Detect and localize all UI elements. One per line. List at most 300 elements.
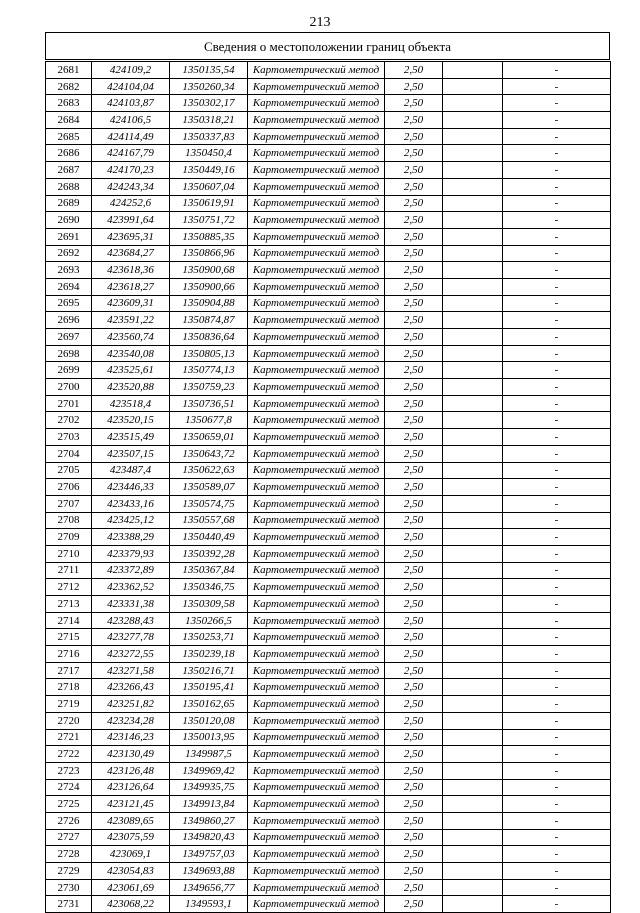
cell-accuracy: 2,50: [385, 329, 443, 346]
cell-point-number: 2708: [46, 512, 92, 529]
cell-note: -: [503, 662, 611, 679]
cell-point-number: 2692: [46, 245, 92, 262]
cell-accuracy: 2,50: [385, 245, 443, 262]
cell-x-coordinate: 423618,36: [92, 262, 170, 279]
cell-y-coordinate: 1350900,68: [170, 262, 248, 279]
table-row: [46, 112, 611, 129]
cell-accuracy: 2,50: [385, 579, 443, 596]
cell-accuracy: 2,50: [385, 162, 443, 179]
cell-y-coordinate: 1350392,28: [170, 545, 248, 562]
cell-y-coordinate: 1350318,21: [170, 112, 248, 129]
table-row: [46, 596, 611, 613]
table-row: [46, 762, 611, 779]
cell-y-coordinate: 1349969,42: [170, 762, 248, 779]
cell-y-coordinate: 1350900,66: [170, 278, 248, 295]
cell-accuracy: 2,50: [385, 145, 443, 162]
cell-accuracy: 2,50: [385, 812, 443, 829]
cell-point-number: 2707: [46, 495, 92, 512]
cell-y-coordinate: 1350885,35: [170, 228, 248, 245]
cell-method: Картометрический метод: [248, 779, 385, 796]
table-row: [46, 796, 611, 813]
cell-method: Картометрический метод: [248, 896, 385, 913]
table-row: [46, 145, 611, 162]
cell-method: Картометрический метод: [248, 128, 385, 145]
table-row: [46, 445, 611, 462]
table-row: [46, 278, 611, 295]
cell-extra: [443, 879, 503, 896]
table-row: [46, 612, 611, 629]
cell-note: -: [503, 612, 611, 629]
table-row: [46, 812, 611, 829]
table-body: [46, 62, 611, 913]
cell-accuracy: 2,50: [385, 696, 443, 713]
cell-x-coordinate: 423525,61: [92, 362, 170, 379]
cell-note: -: [503, 329, 611, 346]
cell-point-number: 2696: [46, 312, 92, 329]
cell-method: Картометрический метод: [248, 629, 385, 646]
cell-accuracy: 2,50: [385, 62, 443, 79]
cell-accuracy: 2,50: [385, 545, 443, 562]
cell-y-coordinate: 1350557,68: [170, 512, 248, 529]
table-row: [46, 462, 611, 479]
table-row: [46, 629, 611, 646]
cell-extra: [443, 429, 503, 446]
cell-point-number: 2726: [46, 812, 92, 829]
cell-extra: [443, 145, 503, 162]
cell-point-number: 2694: [46, 278, 92, 295]
cell-extra: [443, 162, 503, 179]
cell-x-coordinate: 423121,45: [92, 796, 170, 813]
cell-extra: [443, 312, 503, 329]
cell-method: Картометрический метод: [248, 195, 385, 212]
cell-note: -: [503, 312, 611, 329]
cell-accuracy: 2,50: [385, 896, 443, 913]
cell-x-coordinate: 424167,79: [92, 145, 170, 162]
table-row: [46, 62, 611, 79]
cell-point-number: 2706: [46, 479, 92, 496]
cell-note: -: [503, 379, 611, 396]
table-row: [46, 896, 611, 913]
cell-note: -: [503, 178, 611, 195]
table-row: [46, 779, 611, 796]
cell-accuracy: 2,50: [385, 846, 443, 863]
cell-method: Картометрический метод: [248, 362, 385, 379]
cell-point-number: 2719: [46, 696, 92, 713]
cell-x-coordinate: 423068,22: [92, 896, 170, 913]
cell-y-coordinate: 1349935,75: [170, 779, 248, 796]
cell-point-number: 2715: [46, 629, 92, 646]
table-row: [46, 679, 611, 696]
cell-x-coordinate: 423272,55: [92, 646, 170, 663]
cell-note: -: [503, 779, 611, 796]
cell-x-coordinate: 423061,69: [92, 879, 170, 896]
cell-y-coordinate: 1349693,88: [170, 863, 248, 880]
cell-method: Картометрический метод: [248, 312, 385, 329]
cell-x-coordinate: 424103,87: [92, 95, 170, 112]
cell-accuracy: 2,50: [385, 379, 443, 396]
cell-y-coordinate: 1350260,34: [170, 78, 248, 95]
cell-method: Картометрический метод: [248, 329, 385, 346]
cell-note: -: [503, 62, 611, 79]
cell-extra: [443, 495, 503, 512]
cell-point-number: 2712: [46, 579, 92, 596]
table-row: [46, 395, 611, 412]
cell-note: -: [503, 846, 611, 863]
cell-note: -: [503, 762, 611, 779]
table-row: [46, 312, 611, 329]
cell-y-coordinate: 1350589,07: [170, 479, 248, 496]
cell-method: Картометрический метод: [248, 245, 385, 262]
cell-extra: [443, 445, 503, 462]
cell-note: -: [503, 579, 611, 596]
cell-y-coordinate: 1350216,71: [170, 662, 248, 679]
cell-point-number: 2714: [46, 612, 92, 629]
cell-point-number: 2689: [46, 195, 92, 212]
cell-y-coordinate: 1350904,88: [170, 295, 248, 312]
cell-extra: [443, 228, 503, 245]
cell-method: Картометрический метод: [248, 596, 385, 613]
table-row: [46, 529, 611, 546]
cell-y-coordinate: 1350736,51: [170, 395, 248, 412]
cell-method: Картометрический метод: [248, 679, 385, 696]
cell-accuracy: 2,50: [385, 312, 443, 329]
cell-x-coordinate: 423266,43: [92, 679, 170, 696]
cell-point-number: 2720: [46, 712, 92, 729]
cell-x-coordinate: 423591,22: [92, 312, 170, 329]
cell-x-coordinate: 423331,38: [92, 596, 170, 613]
cell-method: Картометрический метод: [248, 212, 385, 229]
cell-extra: [443, 512, 503, 529]
cell-point-number: 2686: [46, 145, 92, 162]
cell-point-number: 2687: [46, 162, 92, 179]
cell-y-coordinate: 1350774,13: [170, 362, 248, 379]
cell-method: Картометрический метод: [248, 495, 385, 512]
cell-method: Картометрический метод: [248, 262, 385, 279]
cell-point-number: 2713: [46, 596, 92, 613]
cell-point-number: 2722: [46, 746, 92, 763]
cell-method: Картометрический метод: [248, 812, 385, 829]
cell-x-coordinate: 423609,31: [92, 295, 170, 312]
cell-x-coordinate: 423446,33: [92, 479, 170, 496]
table-row: [46, 729, 611, 746]
cell-accuracy: 2,50: [385, 512, 443, 529]
cell-y-coordinate: 1350751,72: [170, 212, 248, 229]
cell-method: Картометрический метод: [248, 429, 385, 446]
cell-method: Картометрический метод: [248, 879, 385, 896]
cell-method: Картометрический метод: [248, 445, 385, 462]
cell-y-coordinate: 1350619,91: [170, 195, 248, 212]
cell-accuracy: 2,50: [385, 746, 443, 763]
cell-method: Картометрический метод: [248, 762, 385, 779]
cell-accuracy: 2,50: [385, 128, 443, 145]
cell-extra: [443, 712, 503, 729]
cell-accuracy: 2,50: [385, 863, 443, 880]
cell-y-coordinate: 1350659,01: [170, 429, 248, 446]
cell-y-coordinate: 1350440,49: [170, 529, 248, 546]
cell-accuracy: 2,50: [385, 646, 443, 663]
cell-accuracy: 2,50: [385, 879, 443, 896]
cell-method: Картометрический метод: [248, 412, 385, 429]
cell-accuracy: 2,50: [385, 479, 443, 496]
cell-extra: [443, 796, 503, 813]
cell-accuracy: 2,50: [385, 395, 443, 412]
table-row: [46, 329, 611, 346]
cell-point-number: 2711: [46, 562, 92, 579]
cell-accuracy: 2,50: [385, 412, 443, 429]
cell-point-number: 2703: [46, 429, 92, 446]
cell-note: -: [503, 112, 611, 129]
cell-x-coordinate: 423146,23: [92, 729, 170, 746]
table-row: [46, 295, 611, 312]
table-row: [46, 162, 611, 179]
cell-accuracy: 2,50: [385, 195, 443, 212]
cell-method: Картометрический метод: [248, 562, 385, 579]
cell-extra: [443, 612, 503, 629]
cell-x-coordinate: 423388,29: [92, 529, 170, 546]
cell-note: -: [503, 812, 611, 829]
table-row: [46, 345, 611, 362]
cell-y-coordinate: 1350195,41: [170, 679, 248, 696]
cell-method: Картометрический метод: [248, 295, 385, 312]
cell-x-coordinate: 423991,64: [92, 212, 170, 229]
cell-extra: [443, 95, 503, 112]
cell-point-number: 2682: [46, 78, 92, 95]
table-row: [46, 178, 611, 195]
cell-accuracy: 2,50: [385, 445, 443, 462]
cell-y-coordinate: 1350253,71: [170, 629, 248, 646]
cell-x-coordinate: 424109,2: [92, 62, 170, 79]
cell-y-coordinate: 1350346,75: [170, 579, 248, 596]
cell-method: Картометрический метод: [248, 863, 385, 880]
cell-y-coordinate: 1349820,43: [170, 829, 248, 846]
cell-x-coordinate: 423075,59: [92, 829, 170, 846]
cell-method: Картометрический метод: [248, 662, 385, 679]
cell-note: -: [503, 863, 611, 880]
cell-accuracy: 2,50: [385, 429, 443, 446]
cell-accuracy: 2,50: [385, 112, 443, 129]
cell-y-coordinate: 1350135,54: [170, 62, 248, 79]
cell-extra: [443, 245, 503, 262]
cell-note: -: [503, 295, 611, 312]
cell-method: Картометрический метод: [248, 62, 385, 79]
cell-accuracy: 2,50: [385, 762, 443, 779]
cell-extra: [443, 829, 503, 846]
table-row: [46, 362, 611, 379]
cell-accuracy: 2,50: [385, 629, 443, 646]
cell-point-number: 2731: [46, 896, 92, 913]
cell-x-coordinate: 423618,27: [92, 278, 170, 295]
cell-method: Картометрический метод: [248, 646, 385, 663]
cell-extra: [443, 195, 503, 212]
cell-x-coordinate: 424252,6: [92, 195, 170, 212]
cell-method: Картометрический метод: [248, 846, 385, 863]
cell-x-coordinate: 424106,5: [92, 112, 170, 129]
cell-accuracy: 2,50: [385, 562, 443, 579]
cell-x-coordinate: 423507,15: [92, 445, 170, 462]
cell-point-number: 2702: [46, 412, 92, 429]
cell-point-number: 2699: [46, 362, 92, 379]
cell-y-coordinate: 1349757,03: [170, 846, 248, 863]
cell-y-coordinate: 1350805,13: [170, 345, 248, 362]
cell-accuracy: 2,50: [385, 178, 443, 195]
cell-extra: [443, 679, 503, 696]
cell-y-coordinate: 1350266,5: [170, 612, 248, 629]
cell-extra: [443, 812, 503, 829]
cell-extra: [443, 696, 503, 713]
cell-accuracy: 2,50: [385, 362, 443, 379]
table-row: [46, 646, 611, 663]
cell-x-coordinate: 423684,27: [92, 245, 170, 262]
cell-extra: [443, 112, 503, 129]
cell-accuracy: 2,50: [385, 78, 443, 95]
cell-point-number: 2717: [46, 662, 92, 679]
cell-y-coordinate: 1349913,84: [170, 796, 248, 813]
cell-note: -: [503, 128, 611, 145]
table-row: [46, 846, 611, 863]
cell-extra: [443, 762, 503, 779]
cell-accuracy: 2,50: [385, 662, 443, 679]
cell-note: -: [503, 445, 611, 462]
cell-extra: [443, 345, 503, 362]
cell-extra: [443, 295, 503, 312]
cell-point-number: 2724: [46, 779, 92, 796]
cell-method: Картометрический метод: [248, 345, 385, 362]
cell-y-coordinate: 1350239,18: [170, 646, 248, 663]
cell-accuracy: 2,50: [385, 729, 443, 746]
cell-point-number: 2730: [46, 879, 92, 896]
cell-x-coordinate: 423069,1: [92, 846, 170, 863]
cell-note: -: [503, 829, 611, 846]
cell-point-number: 2690: [46, 212, 92, 229]
cell-extra: [443, 729, 503, 746]
cell-note: -: [503, 145, 611, 162]
table-title: Сведения о местоположении границ объекта: [45, 32, 610, 60]
cell-y-coordinate: 1350162,65: [170, 696, 248, 713]
table-row: [46, 95, 611, 112]
cell-method: Картометрический метод: [248, 479, 385, 496]
cell-point-number: 2729: [46, 863, 92, 880]
cell-x-coordinate: 423288,43: [92, 612, 170, 629]
cell-note: -: [503, 646, 611, 663]
table-row: [46, 579, 611, 596]
cell-x-coordinate: 423540,08: [92, 345, 170, 362]
table-row: [46, 495, 611, 512]
cell-extra: [443, 178, 503, 195]
table-row: [46, 545, 611, 562]
cell-y-coordinate: 1350367,84: [170, 562, 248, 579]
cell-extra: [443, 62, 503, 79]
cell-x-coordinate: 423251,82: [92, 696, 170, 713]
table-row: [46, 78, 611, 95]
cell-method: Картометрический метод: [248, 112, 385, 129]
cell-x-coordinate: 424170,23: [92, 162, 170, 179]
cell-method: Картометрический метод: [248, 729, 385, 746]
table-row: [46, 262, 611, 279]
cell-y-coordinate: 1349987,5: [170, 746, 248, 763]
table-row: [46, 562, 611, 579]
cell-point-number: 2727: [46, 829, 92, 846]
cell-extra: [443, 846, 503, 863]
cell-y-coordinate: 1350120,08: [170, 712, 248, 729]
table-row: [46, 128, 611, 145]
cell-extra: [443, 596, 503, 613]
table-row: [46, 412, 611, 429]
cell-y-coordinate: 1350337,83: [170, 128, 248, 145]
coordinates-table: [45, 61, 611, 913]
cell-method: Картометрический метод: [248, 95, 385, 112]
cell-x-coordinate: 423277,78: [92, 629, 170, 646]
cell-extra: [443, 362, 503, 379]
cell-method: Картометрический метод: [248, 379, 385, 396]
cell-accuracy: 2,50: [385, 495, 443, 512]
cell-point-number: 2697: [46, 329, 92, 346]
cell-method: Картометрический метод: [248, 228, 385, 245]
cell-note: -: [503, 362, 611, 379]
table-row: [46, 746, 611, 763]
cell-point-number: 2695: [46, 295, 92, 312]
cell-note: -: [503, 529, 611, 546]
cell-x-coordinate: 423695,31: [92, 228, 170, 245]
cell-extra: [443, 262, 503, 279]
cell-point-number: 2728: [46, 846, 92, 863]
cell-note: -: [503, 596, 611, 613]
cell-method: Картометрический метод: [248, 512, 385, 529]
cell-accuracy: 2,50: [385, 596, 443, 613]
cell-x-coordinate: 423515,49: [92, 429, 170, 446]
cell-note: -: [503, 412, 611, 429]
cell-y-coordinate: 1349656,77: [170, 879, 248, 896]
cell-y-coordinate: 1350309,58: [170, 596, 248, 613]
cell-point-number: 2685: [46, 128, 92, 145]
cell-point-number: 2710: [46, 545, 92, 562]
cell-extra: [443, 462, 503, 479]
cell-note: -: [503, 278, 611, 295]
cell-y-coordinate: 1350450,4: [170, 145, 248, 162]
cell-point-number: 2681: [46, 62, 92, 79]
cell-point-number: 2691: [46, 228, 92, 245]
cell-point-number: 2716: [46, 646, 92, 663]
table-row: [46, 429, 611, 446]
cell-note: -: [503, 696, 611, 713]
cell-y-coordinate: 1349593,1: [170, 896, 248, 913]
cell-point-number: 2709: [46, 529, 92, 546]
cell-extra: [443, 78, 503, 95]
cell-y-coordinate: 1350449,16: [170, 162, 248, 179]
cell-note: -: [503, 879, 611, 896]
cell-extra: [443, 128, 503, 145]
cell-y-coordinate: 1350874,87: [170, 312, 248, 329]
cell-note: -: [503, 729, 611, 746]
cell-extra: [443, 212, 503, 229]
cell-x-coordinate: 423433,16: [92, 495, 170, 512]
cell-x-coordinate: 423126,48: [92, 762, 170, 779]
cell-method: Картометрический метод: [248, 178, 385, 195]
cell-y-coordinate: 1350643,72: [170, 445, 248, 462]
table-row: [46, 195, 611, 212]
cell-method: Картометрический метод: [248, 545, 385, 562]
cell-method: Картометрический метод: [248, 278, 385, 295]
cell-method: Картометрический метод: [248, 712, 385, 729]
cell-extra: [443, 746, 503, 763]
cell-point-number: 2721: [46, 729, 92, 746]
cell-point-number: 2704: [46, 445, 92, 462]
cell-accuracy: 2,50: [385, 345, 443, 362]
cell-accuracy: 2,50: [385, 462, 443, 479]
table-row: [46, 662, 611, 679]
cell-x-coordinate: 424114,49: [92, 128, 170, 145]
cell-point-number: 2725: [46, 796, 92, 813]
cell-note: -: [503, 479, 611, 496]
